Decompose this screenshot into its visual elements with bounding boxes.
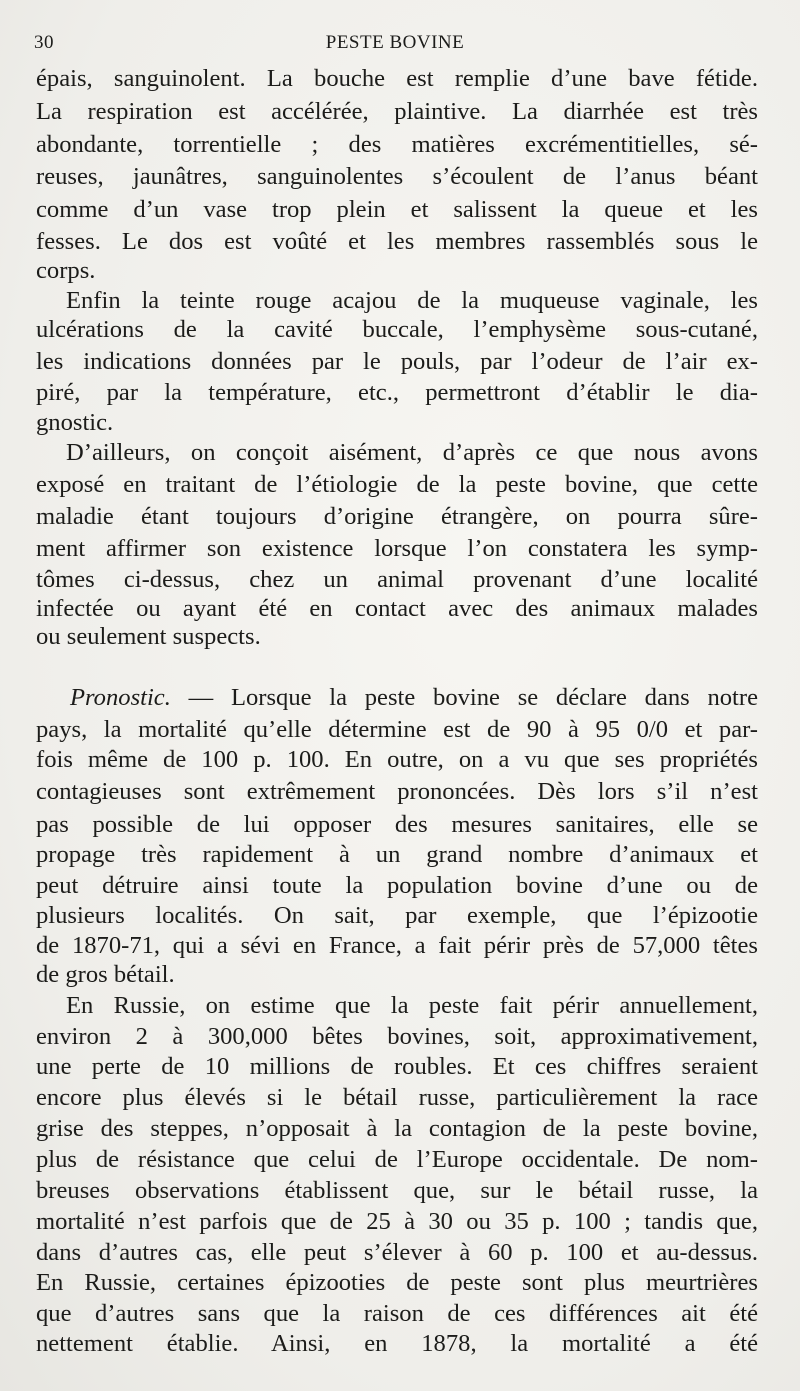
text-line: grise des steppes, n’opposait à la contagion de la peste bovine, — [36, 1115, 758, 1142]
text-line: tômes ci-dessus, chez un animal provenant d’une localité — [36, 566, 758, 593]
section-label: Pronostic. — [70, 684, 171, 711]
text-line: que d’autres sans que la raison de ces différences ait été — [36, 1300, 758, 1327]
text-line: épais, sanguinolent. La bouche est remplie d’une bave fétide. — [36, 65, 758, 92]
text-line: maladie étant toujours d’origine étrangère, on pourra sûre- — [36, 503, 758, 530]
text-line: encore plus élevés si le bétail russe, particulièrement la race — [36, 1084, 758, 1111]
text-line: piré, par la température, etc., permettront d’établir le dia- — [36, 379, 758, 406]
text-line: une perte de 10 millions de roubles. Et ces chiffres seraient — [36, 1053, 758, 1080]
text-line: En Russie, on estime que la peste fait périr annuellement, — [66, 992, 758, 1019]
text-line: ou seulement suspects. — [36, 623, 261, 650]
text-line: corps. — [36, 257, 96, 284]
text-line: de 1870-71, qui a sévi en France, a fait périr près de 57,000 têtes — [36, 932, 758, 959]
text-line: infectée ou ayant été en contact avec des animaux malades — [36, 595, 758, 622]
text-line: plusieurs localités. On sait, par exemple, que l’épizootie — [36, 902, 758, 929]
text-line: de gros bétail. — [36, 961, 175, 988]
text-line: propage très rapidement à un grand nombre d’animaux et — [36, 841, 758, 868]
text-line: mortalité n’est parfois que de 25 à 30 ou 35 p. 100 ; tandis que, — [36, 1208, 758, 1235]
text-line: les indications données par le pouls, par l’odeur de l’air ex- — [36, 348, 758, 375]
text-line: exposé en traitant de l’étiologie de la peste bovine, que cette — [36, 471, 758, 498]
text-line: comme d’un vase trop plein et salissent la queue et les — [36, 196, 758, 223]
text-line: ulcérations de la cavité buccale, l’emphysème sous-cutané, — [36, 316, 758, 343]
text-line: En Russie, certaines épizooties de peste sont plus meurtrières — [36, 1269, 758, 1296]
text-span: — Lorsque la peste bovine se déclare dans notre — [170, 684, 758, 711]
page-header — [34, 32, 756, 58]
text-line: fois même de 100 p. 100. En outre, on a vu que ses propriétés — [36, 746, 758, 773]
running-title: PESTE BOVINE — [325, 32, 465, 53]
text-line: Enfin la teinte rouge acajou de la muqueuse vaginale, les — [66, 287, 758, 314]
text-line: abondante, torrentielle ; des matières excrémentitielles, sé- — [36, 131, 758, 158]
text-line: contagieuses sont extrêmement prononcées. Dès lors s’il n’est — [36, 778, 758, 805]
text-line: breuses observations établissent que, sur le bétail russe, la — [36, 1177, 758, 1204]
page-number: 30 — [34, 32, 54, 53]
text-line: fesses. Le dos est voûté et les membres rassemblés sous le — [36, 228, 758, 255]
text-line: pas possible de lui opposer des mesures sanitaires, elle se — [36, 811, 758, 838]
text-line: environ 2 à 300,000 bêtes bovines, soit, approximativement, — [36, 1023, 758, 1050]
text-line: La respiration est accélérée, plaintive. La diarrhée est très — [36, 98, 758, 125]
text-line: reuses, jaunâtres, sanguinolentes s’écoulent de l’anus béant — [36, 163, 758, 190]
text-line: nettement établie. Ainsi, en 1878, la mortalité a été — [36, 1330, 758, 1357]
pronostic-first-line — [70, 683, 758, 713]
text-line: peut détruire ainsi toute la population bovine d’une ou de — [36, 872, 758, 899]
text-line: pays, la mortalité qu’elle détermine est de 90 à 95 0/0 et par- — [36, 716, 758, 743]
text-line: gnostic. — [36, 409, 114, 436]
text-line: D’ailleurs, on conçoit aisément, d’après ce que nous avons — [66, 439, 758, 466]
text-line: dans d’autres cas, elle peut s’élever à 60 p. 100 et au-dessus. — [36, 1239, 758, 1266]
text-line: plus de résistance que celui de l’Europe occidentale. De nom- — [36, 1146, 758, 1173]
text-line: ment affirmer son existence lorsque l’on constatera les symp- — [36, 535, 758, 562]
